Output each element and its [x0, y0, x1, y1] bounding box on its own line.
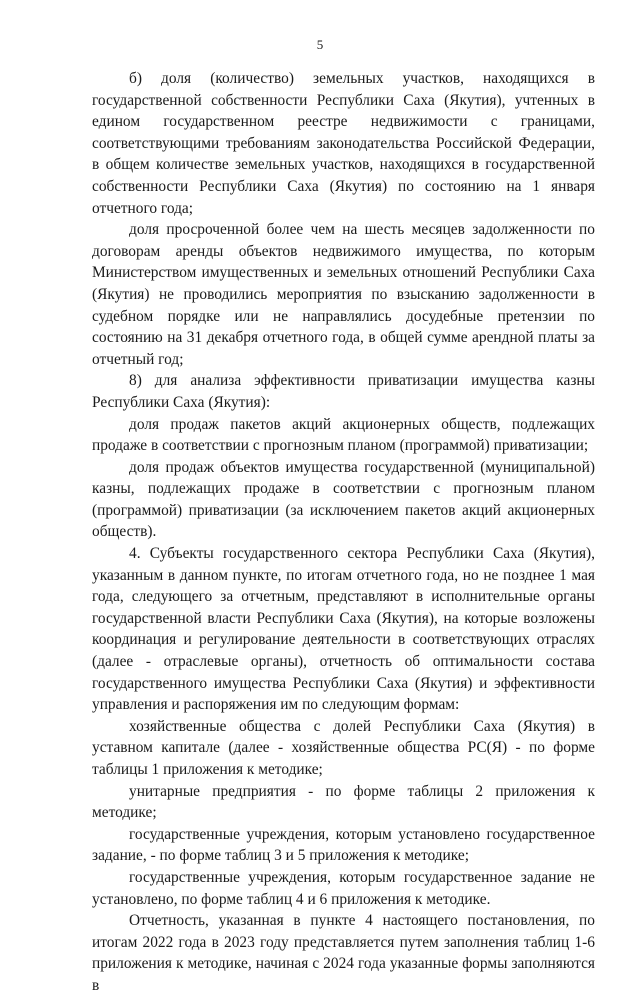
paragraph: государственные учреждения, которым государственное задание не установлено, по форме таблиц 4 и 6 приложения к методике. — [92, 868, 595, 908]
document-body — [92, 68, 595, 997]
paragraph: 8) для анализа эффективности приватизации имущества казны Республики Саха (Якутия): — [92, 372, 595, 411]
paragraph: доля продаж объектов имущества государственной (муниципальной) казны, подлежащих продаже в соответствии с прогнозным планом (программой) приватизации (за исключением пакетов акций акционерных обществ). — [92, 458, 595, 541]
paragraph: государственные учреждения, которым установлено государственное задание, - по форме таблиц 3 и 5 приложения к методике; — [92, 825, 595, 865]
paragraph: б) доля (количество) земельных участков, находящихся в государственной собственности Республики Саха (Якутия), учтенных в едином государственном реестре недвижимости с границами, соответствующими требованиям законодательства Российской Федерации, в общем количестве земельных участков, находящихся в государственной собственности Республики Саха (Якутия) по состоянию на 1 января отчетного года; — [92, 70, 595, 217]
paragraph: доля просроченной более чем на шесть месяцев задолженности по договорам аренды объектов недвижимого имущества, по которым Министерством имущественных и земельных отношений Республики Саха (Якутия) не проводились мероприятия по взысканию задолженности в судебном порядке или не направлялись досудебные претензии по состоянию на 31 декабря отчетного года, в общей сумме арендной платы за отчетный год; — [92, 221, 595, 368]
paragraph: хозяйственные общества с долей Республики Саха (Якутия) в уставном капитале (далее - хозяйственные общества РС(Я) - по форме таблицы 1 приложения к методике; — [92, 717, 595, 778]
paragraph: Отчетность, указанная в пункте 4 настоящего постановления, по итогам 2022 года в 2023 году представляется путем заполнения таблиц 1-6 приложения к методике, начиная с 2024 года указанные формы заполняются в — [92, 912, 595, 994]
paragraph: унитарные предприятия - по форме таблицы 2 приложения к методике; — [92, 782, 595, 822]
paragraph: доля продаж пакетов акций акционерных обществ, подлежащих продаже в соответствии с прогнозным планом (программой) приватизации; — [92, 415, 595, 455]
paragraph: 4. Субъекты государственного сектора Республики Саха (Якутия), указанным в данном пункте, по итогам отчетного года, но не позднее 1 мая года, следующего за отчетным, представляют в исполнительные органы государственной власти Республики Саха (Якутия), на которые возложены координация и регулирование деятельности в соответствующих отраслях (далее - отраслевые органы), отчетность об оптимальности состава государственного имущества Республики Саха (Якутия) и эффективности управления и распоряжения им по следующим формам: — [92, 545, 595, 714]
page-number: 5 — [316, 37, 324, 52]
